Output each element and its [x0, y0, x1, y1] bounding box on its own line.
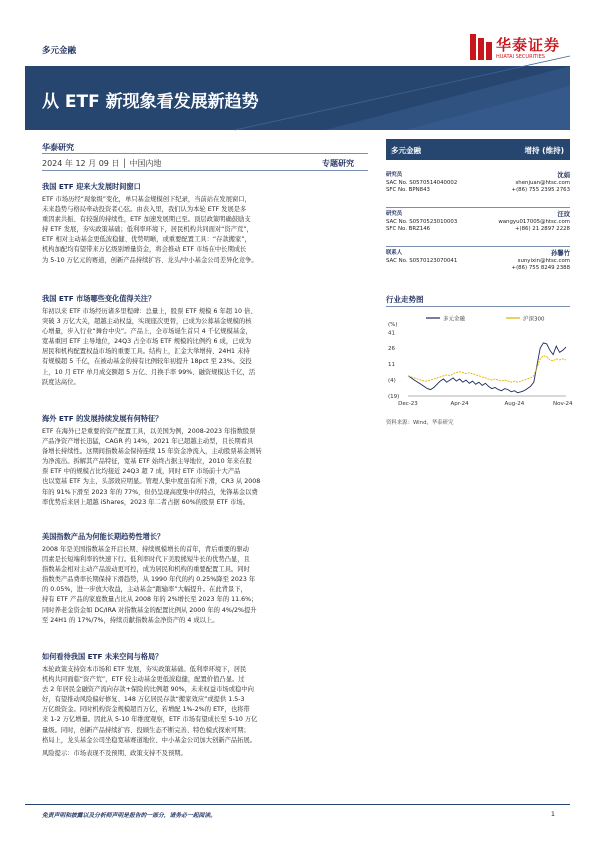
text-line: 量级。同时，创新产品持续扩容、投顾生态不断完善、特色模式探索可期； [42, 726, 250, 734]
analyst-email[interactable]: sunyixin@htsc.com [517, 257, 570, 264]
text-line: 居民和机构配置权益市场的重要工具。结构上，汇金大举增持、24H1 末持 [42, 348, 250, 356]
analyst-block [386, 172, 570, 195]
analyst-name: 沈娟 [557, 172, 570, 179]
analyst-email[interactable]: shenjuan@htsc.com [515, 179, 570, 186]
text-line: 心增量，步入行业“舞台中央”。产品上，全市场诞生首只 4 千亿规模基金， [42, 328, 252, 336]
text-line: 产品净资产增长迅猛，CAGR 约 14%，2021 年已超越主动型，且长期看具 [42, 438, 254, 446]
text-line: 万亿级资金。同时机构资金规模超百万亿，若增配 1%-2%的 ETF，也将带 [42, 706, 250, 714]
logo-subtitle: HUATAI SECURITIES [496, 54, 545, 60]
analyst-sfc: SFC No. BPN843 [386, 187, 430, 193]
footer-divider [25, 804, 570, 805]
divider [386, 306, 570, 307]
report-category: 多元金融 [42, 46, 77, 56]
text-line: ETF 在海外已是重要的资产配置工具，以美国为例，2008-2023 年指数股票 [42, 428, 256, 435]
analyst-role: 研究员 [386, 211, 403, 217]
text-line: 未来趋势与格局牵动投资者心弦。由表入里，我们认为本轮 ETF 发展是多 [42, 206, 247, 214]
analyst-email[interactable]: wangyu017005@htsc.com [498, 218, 570, 225]
text-line: 突破 3 万亿大关，超越主动权益，实现座次更替，已成为公募基金规模的核 [42, 318, 252, 326]
analyst-sfc: SFC No. BRZ146 [386, 226, 431, 232]
text-line: 来 1-2 万亿增量。因此从 5-10 年维度观察，ETF 市场有望成长至 5-10 万亿 [42, 716, 258, 724]
section-market-changes [42, 294, 368, 388]
legend-label: 多元金融 [443, 316, 466, 323]
section-heading: 美国指数产品为何能长期趋势性增长？ [42, 532, 165, 541]
x-tick-label: Nov-24 [552, 401, 573, 407]
section-body [42, 307, 368, 388]
chart-source: 资料来源：Wind，华泰研究 [386, 420, 454, 426]
divider [386, 207, 570, 208]
chart-svg [386, 314, 573, 414]
text-line: 好，有望推动风险偏好修复、148 万亿居民存款“搬家效应”或提供 1.5-3 [42, 696, 245, 704]
text-line: 跃度达高位。 [42, 378, 80, 386]
section-body [42, 427, 368, 508]
section-etf-window [42, 182, 368, 266]
y-tick-label: (19) [388, 394, 400, 400]
text-line: 指数基金相对主动产品波动更可控，成为居民和机构的重要配置工具。同时 [42, 566, 250, 574]
section-heading: 海外 ETF 的发展持续发展有何特征？ [42, 414, 163, 423]
analyst-sac: SAC No. S0570523010003 [386, 218, 458, 225]
section-body [42, 545, 368, 626]
text-line: 2008 年是美国指数基金开启长期、持续规模增长的首年，背后重要的驱动 [42, 546, 249, 553]
sector-label: 多元金融 [391, 146, 421, 155]
rating-label: 增持 (维持) [524, 146, 564, 155]
section-us-index [42, 532, 368, 626]
text-line: 有规模超 5 千亿，在被动基金的持有比例较年初提升 18pct 至 23%。交投 [42, 358, 252, 366]
section-future-outlook [42, 652, 368, 759]
text-line: 至 24H1 的 17%/7%，持续贡献指数基金净资产的 4 成以上。 [42, 616, 219, 624]
text-line: ETF 相对主动基金更低波稳健、优势明晰，或重要配置工具：“存款搬家”， [42, 236, 251, 244]
section-body [42, 195, 368, 266]
analyst-role: 联系人 [386, 250, 403, 256]
analyst-block [386, 250, 570, 273]
text-line: 因素是长短端利率的快速下行。低利率时代下美股熊短牛长的优势凸显，且 [42, 556, 250, 564]
text-line: 为净流出。拆解其产品特征，宽基 ETF 始终占据主导地位，2010 年来在股 [42, 458, 252, 466]
text-line: 指数类产品费率长期保持下滑趋势，从 1990 年代的约 0.25%降至 2023 年 [42, 576, 256, 584]
series-line [408, 356, 566, 383]
text-line: 率优势后来居上超越 iShares，2023 年二者占据 60%的股票 ETF 市场。 [42, 498, 249, 506]
analyst-phone: +(86) 755 2395 2763 [511, 187, 570, 193]
text-line: 也以宽基 ETF 为主，头部效应明显。管理人集中度虽有所下滑，CR3 从 2008 [42, 478, 261, 486]
text-line: ETF 市场历经“现象级”变化，单只基金规模创下纪录，当前站在发展窗口， [42, 196, 251, 203]
text-line: 去 2 年居民金融资产流向存款+保险的比例超 90%，未来权益市场或稳中向 [42, 686, 254, 694]
report-type: 专题研究 [322, 159, 354, 168]
logo-mark-icon [470, 34, 492, 60]
x-tick-label: Dec-23 [398, 401, 418, 407]
text-line: 上，10 月 ETF 单月成交额超 5 万亿、月换手率 99%、融资规模达千亿，活 [42, 368, 256, 376]
text-line: 票 ETF 中的规模占比均接近 24Q3 超 7 成，同时 ETF 市场前十大产品 [42, 468, 241, 476]
y-tick-label: 11 [388, 362, 395, 369]
text-line: 持 ETF 发展，夯实政策基础；低利率环境下，居民机构共同面对“资产荒”， [42, 226, 253, 234]
text-line: 年初以来 ETF 市场经历诸多里程碑：总量上，股票 ETF 规模 6 年超 10 倍、 [42, 308, 257, 315]
text-line: 年的 91%下滑至 2023 年的 77%，但仍呈现高度集中的特点，先锋基金以费 [42, 488, 258, 496]
analyst-phone: +(86) 21 2897 2228 [514, 226, 570, 232]
x-tick-label: Apr-24 [450, 401, 469, 407]
section-body [42, 665, 368, 746]
risk-note: 风险提示：市场表现不及预期、政策支持不及预期。 [42, 749, 187, 757]
logo-name: 华泰证券 [496, 36, 561, 54]
y-axis-label: (%) [388, 322, 398, 328]
analyst-name: 汪玟 [557, 211, 570, 218]
text-line: 机构加配均有望带来万亿级别增量资金，将会推动 ETF 市场在中长期成长 [42, 246, 247, 254]
text-line: 备增长持续性。这期间指数基金保持连续 15 年资金净流入，主动股票基金则转 [42, 448, 262, 456]
text-line: 同时养老金资金如 DC/IRA 对指数基金的配置比例从 2000 年的 4%/2%提升 [42, 606, 257, 614]
report-title: 从 ETF 新现象看发展新趋势 [42, 92, 259, 112]
page-number: 1 [550, 810, 555, 818]
research-org: 华泰研究 [42, 143, 74, 152]
analyst-sac: SAC No. S0570514040002 [386, 179, 458, 186]
text-line: 本轮政策支持资本市场和 ETF 发展，夯实政策基础。低利率环境下，居民 [42, 666, 247, 673]
title-banner [25, 66, 570, 130]
text-line: 宽基重回 ETF 主导地位，24Q3 占全市场 ETF 规模的比例约 6 成，已成为 [42, 338, 252, 346]
text-line: 重因素共振、有较强的持续性，ETF 加速发展期已至。顶层政策明确鼓励支 [42, 216, 251, 224]
analyst-name: 孙馨竹 [551, 250, 570, 257]
report-date: 2024 年 12 月 09 日 │ 中国内地 [42, 159, 162, 168]
legend-label: 沪深300 [523, 316, 545, 323]
analyst-role: 研究员 [386, 172, 403, 178]
section-heading: 我国 ETF 迎来大发展时间窗口 [42, 182, 141, 191]
text-line: 机构共同面临“资产荒”，ETF 较主动基金更低波稳健，配置价值凸显。过 [42, 676, 245, 684]
series-line [408, 343, 566, 393]
analyst-phone: +(86) 755 8249 2388 [511, 265, 570, 271]
rating-bar [386, 139, 570, 160]
industry-trend-chart [386, 314, 573, 414]
chart-title: 行业走势图 [386, 295, 424, 304]
text-line: 格局上，龙头基金公司坐稳宽基赛道地位、中小基金公司加大创新产品拓展。 [42, 736, 257, 744]
y-tick-label: 41 [388, 330, 395, 337]
y-tick-label: (4) [388, 378, 396, 385]
analyst-sac: SAC No. S0570123070041 [386, 257, 458, 264]
analyst-block [386, 211, 570, 234]
divider [42, 170, 368, 171]
section-overseas-etf [42, 414, 368, 508]
x-tick-label: Aug-24 [504, 401, 525, 407]
divider [386, 246, 570, 247]
text-line: 持有 ETF 产品的家庭数量占比从 2008 年的 2%增长至 2023 年的 11.6%； [42, 596, 258, 604]
text-line: 为 5-10 万亿元的赛道，创新产品持续扩容、龙头/中小基金公司差异化竞争。 [42, 256, 258, 264]
text-line: 的 0.05%，进一步放大收益，主动基金“跑输率”大幅提升。在此背景下， [42, 586, 247, 594]
y-tick-label: 26 [388, 346, 395, 353]
footer-disclaimer: 免责声明和披露以及分析师声明是报告的一部分，请务必一起阅读。 [42, 813, 216, 819]
divider [42, 153, 368, 154]
section-heading: 如何看待我国 ETF 未来空间与格局？ [42, 652, 163, 661]
section-heading: 我国 ETF 市场哪些变化值得关注？ [42, 294, 156, 303]
